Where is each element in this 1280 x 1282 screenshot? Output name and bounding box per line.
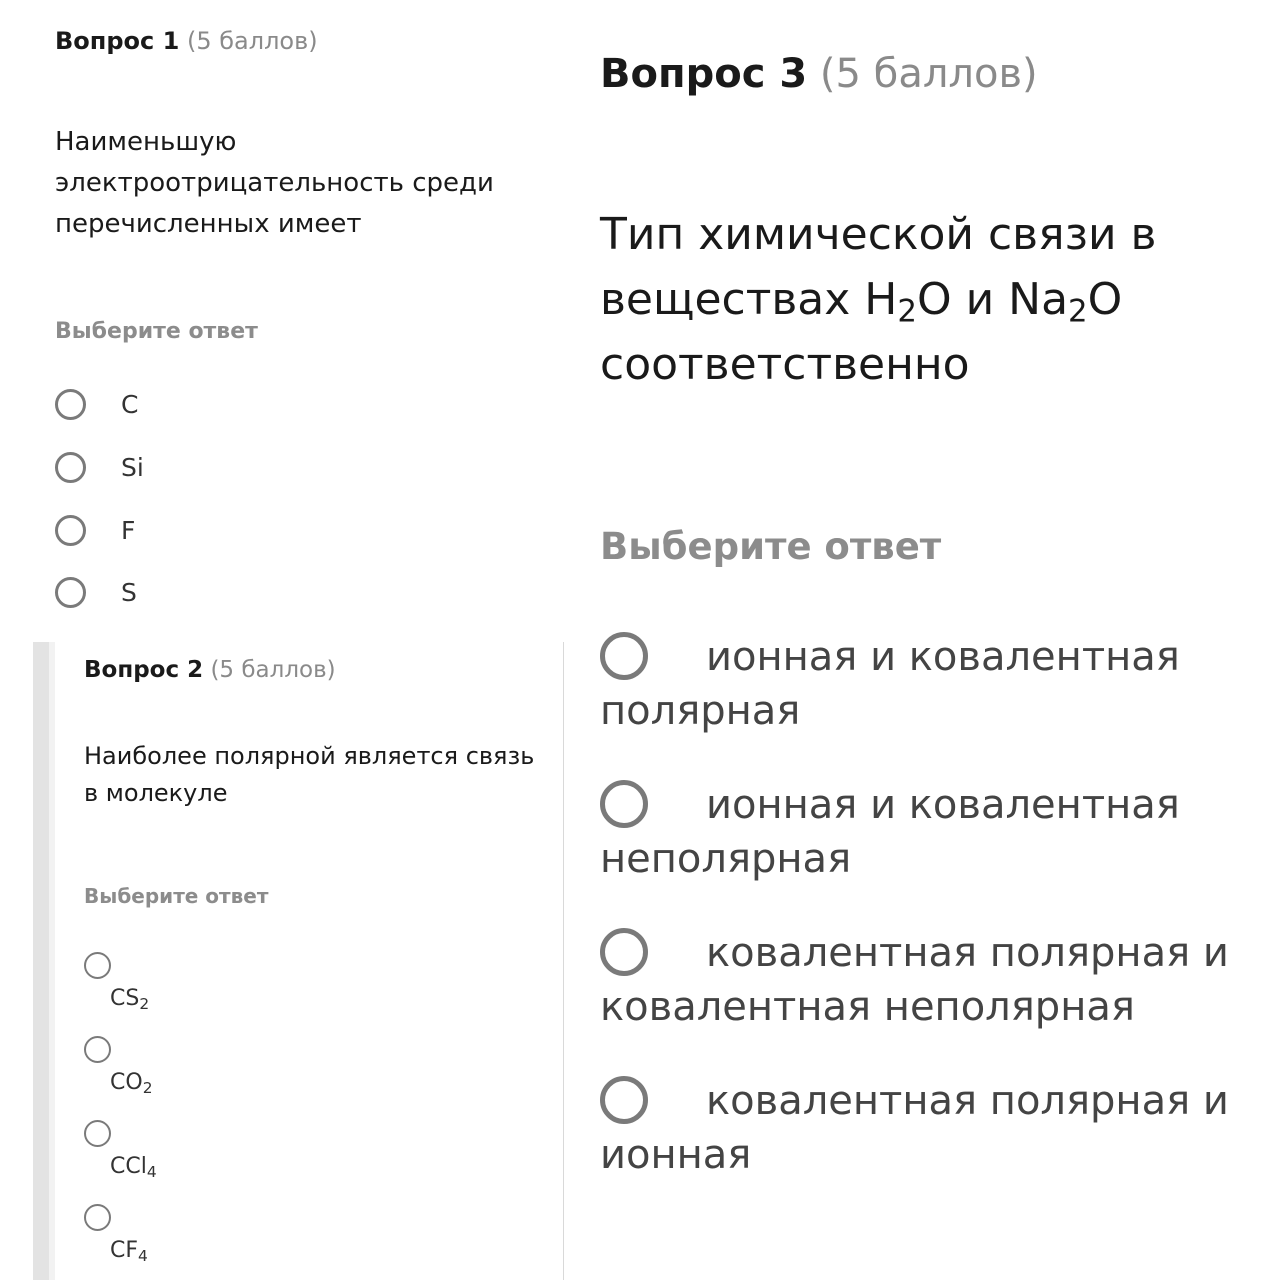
- radio-icon[interactable]: [600, 632, 648, 680]
- question-2-text: Наиболее полярной является связь в молекуле: [84, 742, 535, 807]
- question-1-points: (5 баллов): [186, 27, 318, 55]
- radio-icon[interactable]: [55, 577, 86, 608]
- question-2-title: Вопрос 2: [84, 657, 204, 683]
- question-2-prompt: Выберите ответ: [84, 884, 269, 908]
- radio-icon[interactable]: [600, 1076, 648, 1124]
- question-1-title: Вопрос 1: [55, 27, 180, 55]
- option-label: ионная и ковалентная неполярная: [600, 782, 1180, 882]
- option-label: $CF_4$: [110, 1238, 148, 1265]
- radio-icon[interactable]: [84, 1204, 111, 1231]
- question-3-text: Тип химической связи в веществах $H_2O$ и $Na_2O$ соответственно: [600, 209, 1157, 390]
- option-label: CCl$_4$: [110, 1154, 157, 1181]
- question-1: [55, 24, 535, 615]
- radio-icon[interactable]: [600, 780, 648, 828]
- radio-icon[interactable]: [600, 928, 648, 976]
- radio-icon[interactable]: [84, 952, 111, 979]
- option-label: ионная и ковалентная полярная: [600, 634, 1180, 734]
- option-label: Si: [121, 453, 144, 482]
- question-3-title: Вопрос 3: [600, 51, 808, 97]
- question-3-option-4[interactable]: [600, 1074, 1240, 1182]
- question-1-header: [55, 24, 535, 58]
- option-label: $CO_2$: [110, 1070, 153, 1097]
- question-3-header: [600, 46, 1260, 102]
- question-2-points: (5 баллов): [210, 657, 336, 683]
- radio-icon[interactable]: [84, 1036, 111, 1063]
- question-2-options: [84, 952, 554, 1282]
- question-3-prompt: Выберите ответ: [600, 525, 942, 568]
- question-3-options: [600, 630, 1260, 1190]
- question-1-prompt: Выберите ответ: [55, 319, 258, 344]
- option-label: ковалентная полярная и ковалентная неполярная: [600, 930, 1229, 1030]
- panel-divider: [563, 642, 564, 1280]
- option-label: C: [121, 390, 139, 419]
- option-label: S: [121, 578, 137, 607]
- question-2: [84, 654, 554, 1282]
- question-3-option-2[interactable]: [600, 778, 1240, 886]
- radio-icon[interactable]: [55, 515, 86, 546]
- question-3-option-3[interactable]: [600, 926, 1240, 1034]
- radio-icon[interactable]: [84, 1120, 111, 1147]
- option-label: ковалентная полярная и ионная: [600, 1078, 1229, 1178]
- question-2-header: [84, 654, 554, 686]
- question-3: [600, 46, 1260, 1190]
- radio-icon[interactable]: [55, 452, 86, 483]
- radio-icon[interactable]: [55, 389, 86, 420]
- question-1-options: [55, 375, 535, 615]
- question-3-option-1[interactable]: [600, 630, 1240, 738]
- option-label: F: [121, 516, 136, 545]
- question-3-points: (5 баллов): [819, 51, 1038, 97]
- option-label: $CS_2$: [110, 986, 150, 1013]
- question-1-text: Наименьшую электроотрицательность среди перечисленных имеет: [55, 127, 494, 239]
